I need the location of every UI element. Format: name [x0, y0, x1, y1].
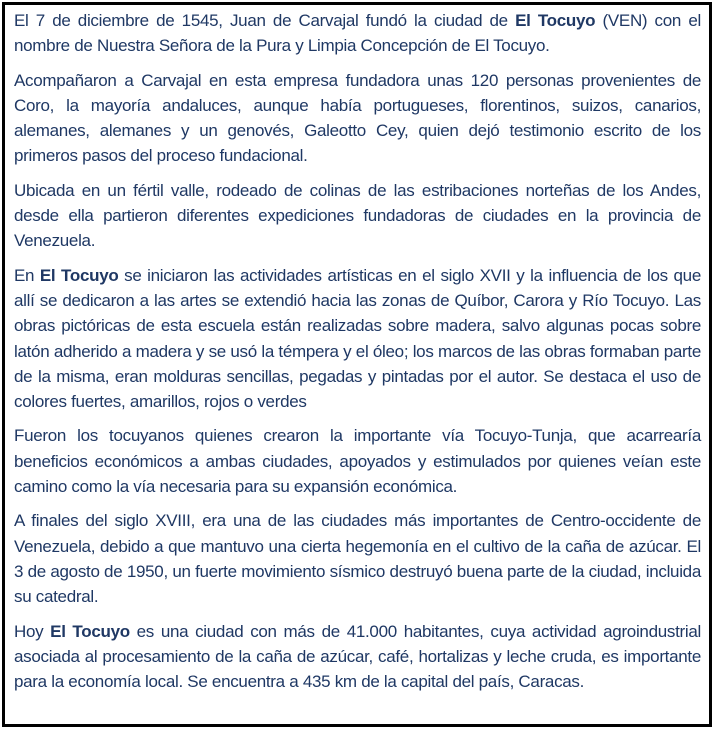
bold-text-run: El Tocuyo: [515, 11, 596, 30]
bordered-text-box: [2, 2, 712, 727]
bold-text-run: El Tocuyo: [50, 621, 130, 641]
paragraph-2: [14, 68, 701, 169]
text-run: El 7 de diciembre de 1545, Juan de Carvajal fundó la ciudad de: [14, 11, 516, 30]
text-run: A finales del siglo XVIII, era una de las ciudades más importantes de Centro-occidente de Venezuela, debido a que mantuvo una cierta hegemonía en el cultivo de la caña de azúcar. El 3 de agosto de 1950, un fuerte movimiento sísmico destruyó buena parte de la ciudad, incluida su catedral.: [14, 511, 701, 607]
paragraph-4: [14, 263, 701, 415]
paragraph-3: [14, 178, 701, 254]
text-run: Ubicada en un fértil valle, rodeado de colinas de las estribaciones norteñas de los Andes, desde ella partieron diferentes expediciones fundadoras de ciudades en la provincia de Venezuela.: [14, 180, 701, 251]
paragraph-1: [14, 8, 701, 59]
paragraph-7: [14, 619, 701, 695]
text-run: Fueron los tocuyanos quienes crearon la importante vía Tocuyo-Tunja, que acarrearía beneficios económicos a ambas ciudades, apoyados y estimulados por quienes veían este camino como la vía necesaria para su expansión económica.: [14, 426, 701, 497]
text-run: (VEN) con el nombre de Nuestra Señora de la Pura y Limpia Concepción de El Tocuyo.: [14, 11, 701, 56]
paragraph-5: [14, 423, 701, 499]
text-run: En: [14, 265, 40, 285]
text-run: es una ciudad con más de 41.000 habitantes, cuya actividad agroindustrial asociada al procesamiento de la caña de azúcar, café, hortalizas y leche cruda, es importante para la economía local. Se encuentra a 435 km de la capital del país, Caracas.: [14, 621, 701, 692]
paragraph-6: [14, 508, 701, 609]
text-run: se iniciaron las actividades artísticas en el siglo XVII y la influencia de los que allí se dedicaron a las artes se extendió hacia las zonas de Quíbor, Carora y Río Tocuyo. Las obras pictóricas de esta escuela están realizadas sobre madera, salvo algunas pocas sobre latón adherido a madera y se usó la témpera y el óleo; los marcos de las obras formaban parte de la misma, eran molduras sencillas, pegadas y pintadas por el autor. Se destaca el uso de colores fuertes, amarillos, rojos o verdes: [14, 265, 701, 412]
text-run: Acompañaron a Carvajal en esta empresa fundadora unas 120 personas provenientes de Coro, la mayoría andaluces, aunque había portugueses, florentinos, suizos, canarios, alemanes, alemanes y un genovés, Galeotto Cey, quien dejó testimonio escrito de los primeros pasos del proceso fundacional.: [14, 70, 701, 166]
text-run: Hoy: [14, 621, 51, 641]
bold-text-run: El Tocuyo: [39, 265, 119, 285]
